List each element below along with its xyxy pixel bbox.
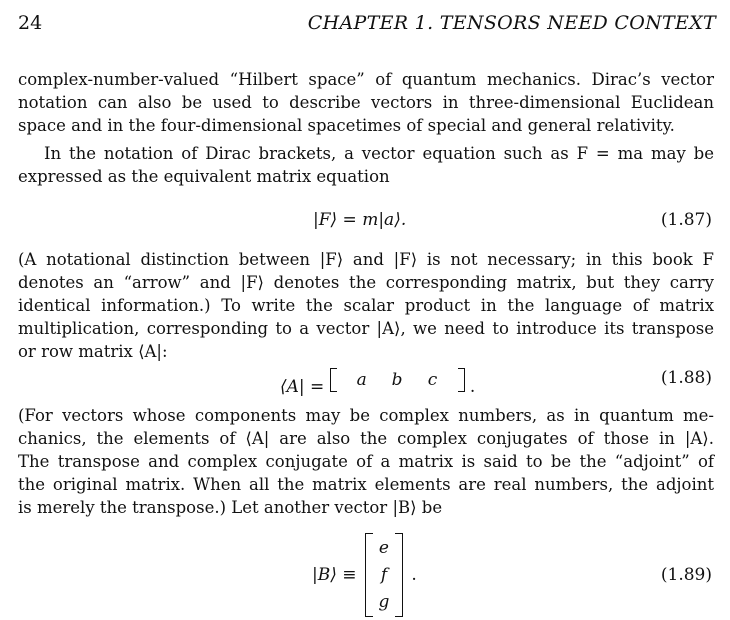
page-number: 24 xyxy=(18,12,43,34)
text-line: space and in the four-dimensional spacetimes of special and general relativity. xyxy=(18,116,675,135)
equation-body xyxy=(280,368,475,397)
right-bracket xyxy=(458,368,465,392)
paragraph-dirac-brackets xyxy=(18,142,714,188)
text-line: multiplication, corresponding to a vector |A⟩, we need to introduce its transpose xyxy=(18,319,714,338)
text-line: (A notational distinction between |F⟩ and |F⟩ is not necessary; in this book F xyxy=(18,250,714,269)
text-line: complex-number-valued “Hilbert space” of quantum mechanics. Dirac’s vector xyxy=(18,70,714,89)
text-line: identical information.) To write the scalar product in the language of matrix xyxy=(18,296,714,315)
matrix-element: c xyxy=(427,370,438,390)
text-line: the original matrix. When all the matrix elements are real numbers, the adjoint xyxy=(18,475,714,494)
text-line: expressed as the equivalent matrix equation xyxy=(18,167,390,186)
equation-body: |F⟩ = m|a⟩. xyxy=(313,210,407,230)
text-line: (For vectors whose components may be complex numbers, as in quantum me- xyxy=(18,406,714,425)
equation-number: (1.87) xyxy=(660,210,712,230)
matrix-element: a xyxy=(356,370,367,390)
matrix-element: e xyxy=(378,537,389,558)
row-matrix xyxy=(330,368,465,392)
text-line: is merely the transpose.) Let another vector |B⟩ be xyxy=(18,498,443,517)
equation-body xyxy=(312,532,417,618)
running-head: CHAPTER 1. TENSORS NEED CONTEXT xyxy=(307,12,716,34)
column-matrix xyxy=(365,533,404,617)
left-bracket xyxy=(365,533,373,617)
matrix-element: g xyxy=(378,591,390,612)
paragraph-adjoint xyxy=(18,404,714,519)
equation-1-89 xyxy=(0,532,730,618)
page-header xyxy=(18,8,716,36)
matrix-element: b xyxy=(391,370,403,390)
text-line: In the notation of Dirac brackets, a vector equation such as F = ma may be xyxy=(44,144,714,163)
equation-1-87 xyxy=(0,210,730,236)
paragraph-hilbert-space xyxy=(18,68,714,137)
equation-number: (1.89) xyxy=(660,565,712,585)
equation-lhs: ⟨A| = xyxy=(280,377,325,397)
text-line: denotes an “arrow” and |F⟩ denotes the corresponding matrix, but they carry xyxy=(18,273,714,292)
paragraph-notational-distinction xyxy=(18,248,714,363)
equation-period: . xyxy=(469,377,476,397)
text-line: notation can also be used to describe vectors in three-dimensional Euclidean xyxy=(18,93,714,112)
equation-number: (1.88) xyxy=(660,368,712,388)
left-bracket xyxy=(330,368,337,392)
equation-1-88 xyxy=(0,368,730,396)
text-line: The transpose and complex conjugate of a matrix is said to be the “adjoint” of xyxy=(18,452,714,471)
text-line: or row matrix ⟨A|: xyxy=(18,342,168,361)
matrix-element: f xyxy=(380,564,388,585)
column-matrix-elements xyxy=(373,535,396,616)
equation-period: . xyxy=(411,565,417,585)
text-line: chanics, the elements of ⟨A| are also the complex conjugates of those in |A⟩. xyxy=(18,429,714,448)
row-matrix-elements xyxy=(347,370,448,390)
equation-lhs: |B⟩ ≡ xyxy=(312,565,357,585)
right-bracket xyxy=(395,533,403,617)
